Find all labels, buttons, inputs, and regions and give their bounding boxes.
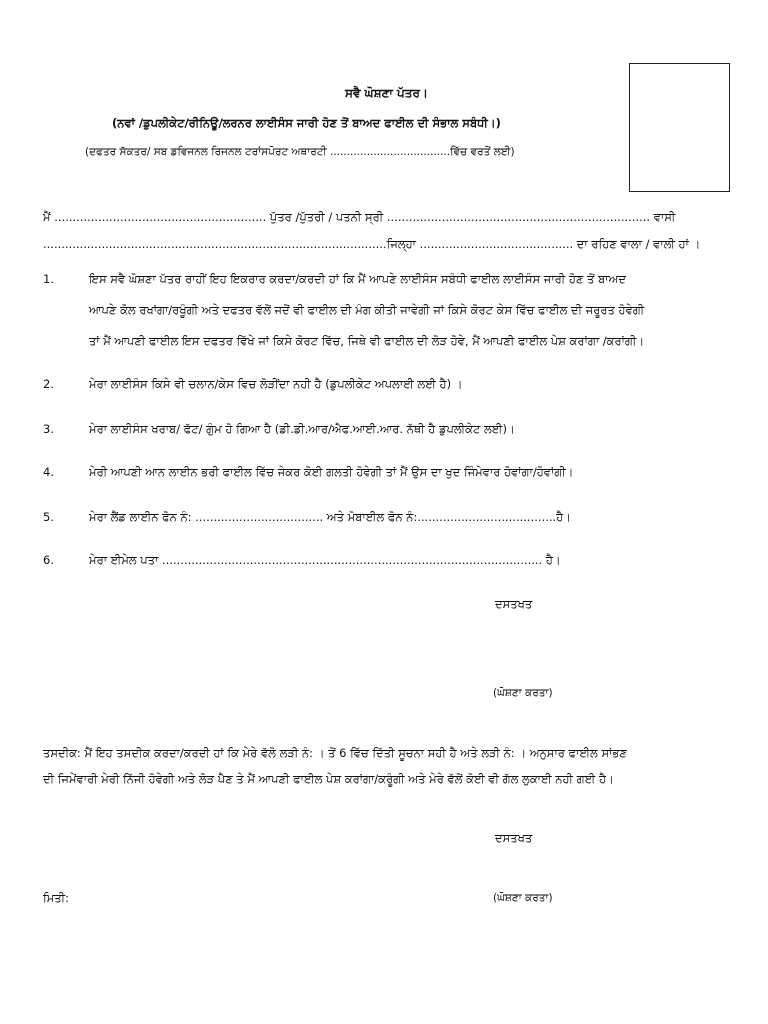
item-number: 2. bbox=[43, 377, 54, 391]
signature-label: ਦਸਤਖਤ bbox=[495, 597, 533, 611]
item-number: 1. bbox=[43, 272, 54, 286]
verification-line-2: ਦੀ ਜਿਮੇਂਵਾਰੀ ਮੇਰੀ ਨਿੱਜੀ ਹੋਵੇਗੀ ਅਤੇ ਲੋੜ ਪੈਣ ਤੇ ਮੈਂ ਆਪਣੀ ਫਾਈਲ ਪੇਸ਼ ਕਰਾਂਗਾ/ਕਰੂੰਗੀ ਅਤੇ ਮੇਰੇ ਵੱਲੋਂ ਕੋਈ ਵੀ ਗੱਲ ਲੁਕਾਈ ਨਹੀ ਗਈ ਹੈ। bbox=[43, 772, 614, 786]
item-1-line-3: ਤਾਂ ਮੈਂ ਆਪਣੀ ਫਾਈਲ ਇਸ ਦਫਤਰ ਵਿੱਖੇ ਜਾਂ ਕਿਸੇ ਕੋਰਟ ਵਿੱਚ, ਜਿਥੇ ਵੀ ਫਾਈਲ ਦੀ ਲੋੜ ਹੋਵੇ, ਮੈਂ ਆਪਣੀ ਫਾਈਲ ਪੇਸ਼ ਕਰਾਂਗਾ /ਕਰਾਂਗੀ। bbox=[89, 334, 645, 348]
photo-box bbox=[629, 63, 730, 192]
signature-label: ਦਸਤਖਤ bbox=[495, 831, 533, 845]
declarant-label: (ਘੋਸ਼ਣਾ ਕਰਤਾ) bbox=[493, 687, 553, 699]
date-label: ਮਿਤੀ: bbox=[43, 891, 69, 905]
verification-line-1: ਤਸਦੀਕ: ਮੈਂ ਇਹ ਤਸਦੀਕ ਕਰਦਾ/ਕਰਦੀ ਹਾਂ ਕਿ ਮੇਰੇ ਵੱਲੋ ਲੜੀ ਨੰ: । ਤੋਂ 6 ਵਿੱਚ ਦਿੱਤੀ ਸੂਚਨਾ ਸਹੀ ਹੈ ਅਤੇ ਲੜੀ ਨੰ: । ਅਨੁਸਾਰ ਫਾਈਲ ਸਾਂਭਣ bbox=[43, 746, 627, 760]
item-4-text: ਮੇਰੀ ਆਪਣੀ ਆਨ ਲਾਈਨ ਭਰੀ ਫਾਈਲ ਵਿੱਚ ਜੇਕਰ ਕੋਈ ਗਲਤੀ ਹੋਵੇਗੀ ਤਾਂ ਮੈਂ ਉਸ ਦਾ ਖੁਦ ਜਿੰਮੇਵਾਰ ਹੋਵਾਂਗਾ/ਹੋਵਾਂਗੀ। bbox=[89, 465, 574, 479]
item-2-text: ਮੇਰਾ ਲਾਈਸੰਸ ਕਿਸੇ ਵੀ ਚਲਾਨ/ਕੇਸ ਵਿਚ ਲੋੜੀਂਦਾ ਨਹੀ ਹੈ (ਡੁਪਲੀਕੇਟ ਅਪਲਾਈ ਲਈ ਹੈ) । bbox=[89, 377, 463, 391]
item-number: 6. bbox=[43, 553, 54, 567]
item-5-phone-line: ਮੇਰਾ ਲੈਂਡ ਲਾਈਨ ਫੋਨ ਨੰ: ................................... ਅਤੇ ਮੋਬਾਈਲ ਫੋਨ ਨੰ:......................................ਹੈ। bbox=[89, 510, 571, 524]
item-number: 5. bbox=[43, 510, 54, 524]
item-3-text: ਮੇਰਾ ਲਾਈਸੰਸ ਖਰਾਬ/ ਫੱਟ/ ਗੁੰਮ ਹੋ ਗਿਆ ਹੈ (ਡੀ.ਡੀ.ਆਰ/ਐਫ.ਆਈ.ਆਰ. ਨੱਥੀ ਹੈ ਡੁਪਲੀਕੇਟ ਲਈ)। bbox=[89, 422, 515, 436]
item-number: 3. bbox=[43, 422, 54, 436]
item-1-line-1: ਇਸ ਸਵੈ ਘੋਸ਼ਣਾ ਪੱਤਰ ਰਾਹੀਂ ਇਹ ਇਕਰਾਰ ਕਰਦਾ/ਕਰਦੀ ਹਾਂ ਕਿ ਮੈਂ ਆਪਣੇ ਲਾਈਸੰਸ ਸਬੰਧੀ ਫਾਈਲ ਲਾਈਸੰਸ ਜਾਰੀ ਹੋਣ ਤੋਂ ਬਾਅਦ bbox=[89, 272, 627, 286]
form-title: ਸਵੈ ਘੋਸ਼ਣਾ ਪੱਤਰ। bbox=[345, 86, 428, 100]
declarant-address-line: ..............................................................................................ਜਿਲ੍ਹਾ .......................................... ਦਾ ਰਹਿਣ ਵਾਲਾ / ਵਾਲੀ ਹਾਂ । bbox=[43, 237, 701, 251]
item-1-line-2: ਆਪਣੇ ਕੋਲ ਰਖਾਂਗਾ/ਰਖੂੰਗੀ ਅਤੇ ਦਫਤਰ ਵੱਲੋਂ ਜਦੋਂ ਵੀ ਫਾਈਲ ਦੀ ਮੰਗ ਕੀਤੀ ਜਾਵੇਗੀ ਜਾਂ ਕਿਸੇ ਕੋਰਟ ਕੇਸ ਵਿੱਚ ਫਾਈਲ ਦੀ ਜਰੂਰਤ ਹੋਵੇਗੀ bbox=[89, 303, 645, 317]
declarant-label: (ਘੋਸ਼ਣਾ ਕਰਤਾ) bbox=[493, 892, 553, 904]
office-use-line: (ਦਫਤਰ ਸੱਕਤਰ/ ਸਬ ਡਵਿਜਨਲ ਰਿਜਨਲ ਟਰਾਂਸਪੋਰਟ ਅਥਾਰਟੀ ....................................ਵਿੱਚ ਵਰਤੋਂ ਲਈ) bbox=[85, 146, 515, 158]
item-number: 4. bbox=[43, 465, 54, 479]
item-6-email-line: ਮੇਰਾ ਈਮੇਲ ਪਤਾ ........................................................................................................ ਹੈ। bbox=[89, 553, 561, 567]
declarant-name-line: ਮੈਂ .......................................................... ਪੁੱਤਰ /ਪੁੱਤਰੀ / ਪਤਨੀ ਸ੍ਰੀ ........................................................................ ਵਾਸੀ bbox=[43, 210, 676, 224]
form-subtitle: (ਨਵਾਂ /ਡੁਪਲੀਕੇਟ/ਰੀਨਿਊ/ਲਰਨਰ ਲਾਈਸੰਸ ਜਾਰੀ ਹੋਣ ਤੋਂ ਬਾਅਦ ਫਾਈਲ ਦੀ ਸੰਭਾਲ ਸਬੰਧੀ।) bbox=[112, 116, 501, 130]
